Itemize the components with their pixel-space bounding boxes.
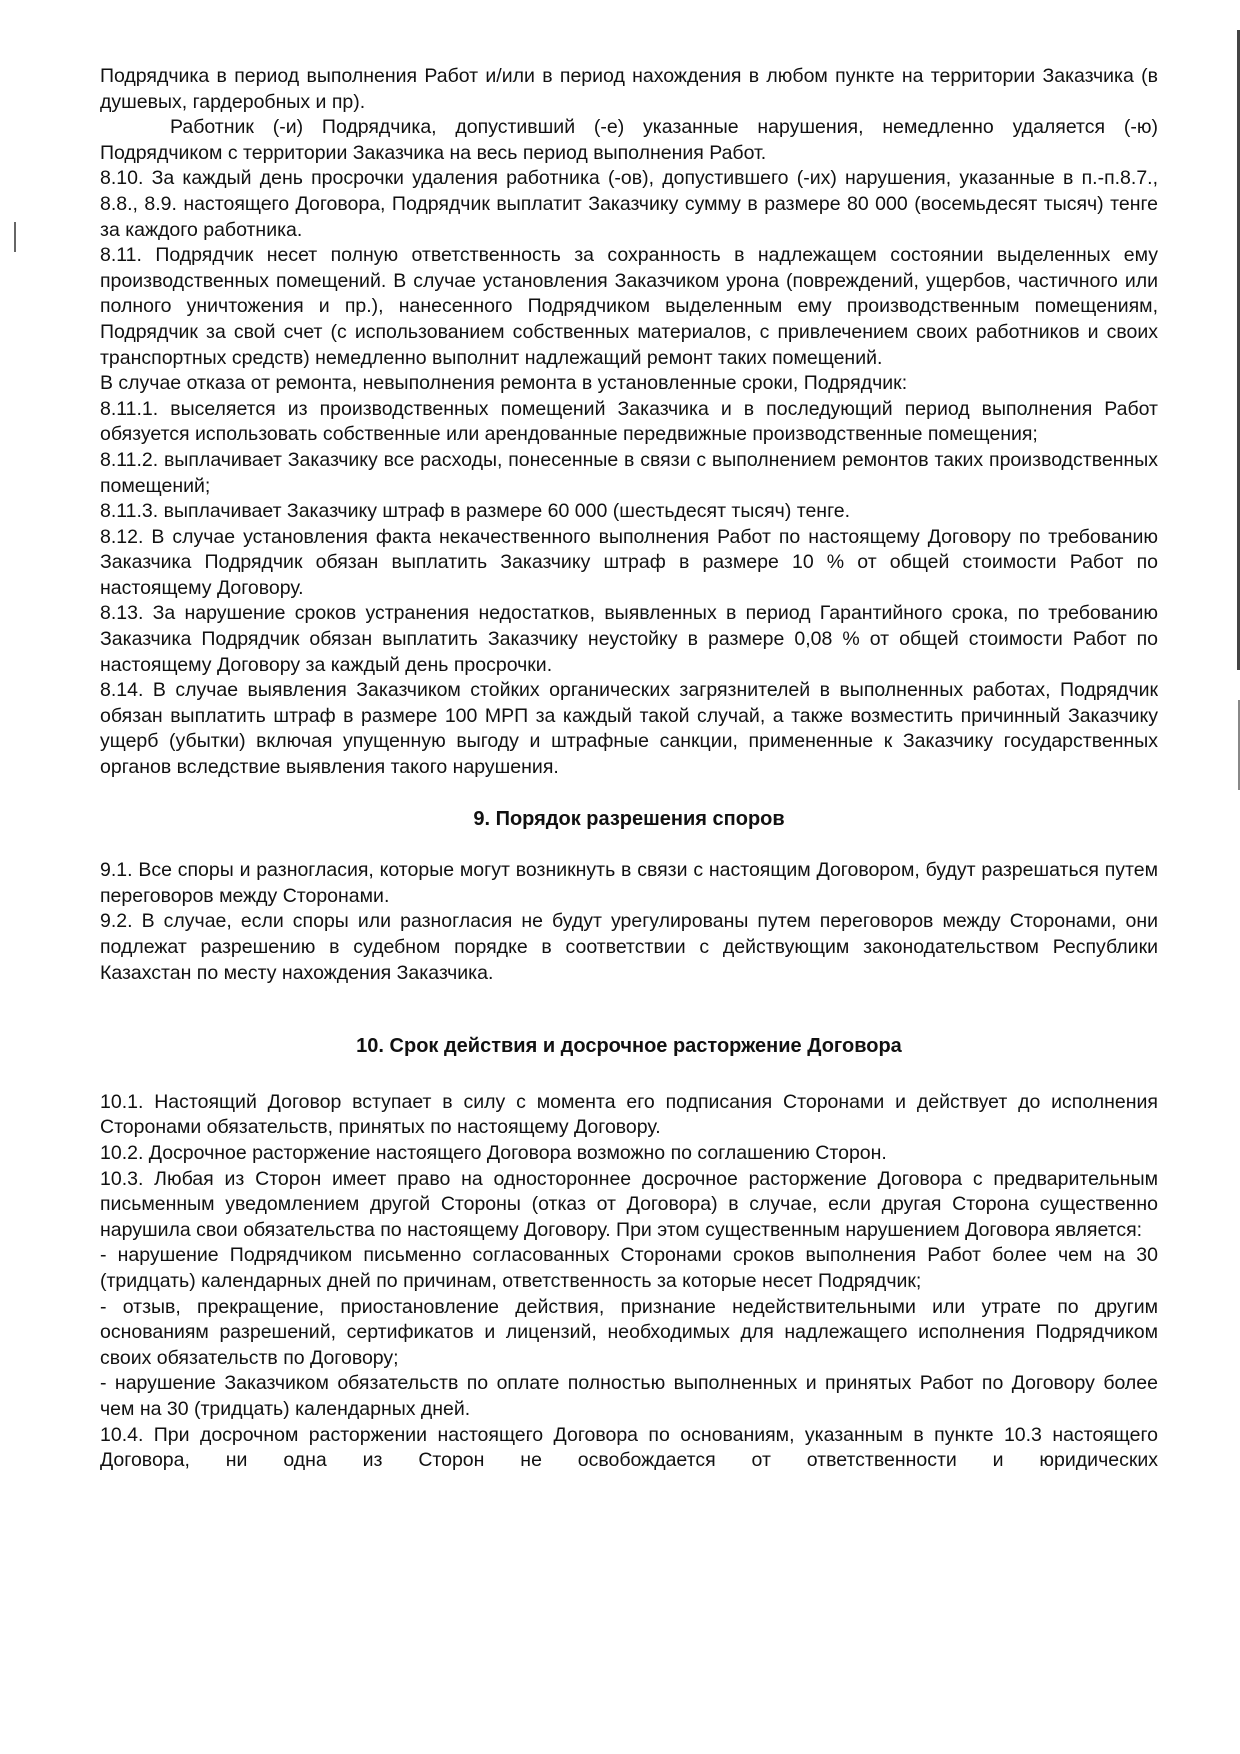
scan-mark [14,222,16,252]
paragraph-10-1: 10.1. Настоящий Договор вступает в силу с момента его подписания Сторонами и действует до исполнения Сторонами обязательств, принятых по настоящему Договору. [100,1090,1158,1139]
list-item-deadline-breach: - нарушение Подрядчиком письменно согласованных Сторонами сроков выполнения Работ более чем на 30 (тридцать) календарных дней по причинам, ответственность за которые несет Подрядчик; [100,1244,1158,1292]
section-10-heading: 10. Срок действия и досрочное расторжение Договора [356,1035,902,1058]
paragraph-9-1: 9.1. Все споры и разногласия, которые могут возникнуть в связи с настоящим Договором, будут разрешаться путем переговоров между Сторонами. [100,859,1158,907]
document-page [100,64,1158,1474]
paragraph-8-10: 8.10. За каждый день просрочки удаления работника (-ов), допустившего (-их) нарушения, указанные в п.-п.8.7., 8.8., 8.9. настоящего Договора, Подрядчик выплатит Заказчику сумму в размере 80 000 (восемьдесят тысяч) тенге за каждого работника. [100,167,1158,241]
paragraph-10-3: 10.3. Любая из Сторон имеет право на одностороннее досрочное расторжение Договора с предварительным письменным уведомлением другой Стороны (отказ от Договора) в случае, если другая Сторона существенно нарушила свои обязательства по настоящему Договору. При этом существенным нарушением Договора является: [100,1167,1158,1241]
paragraph-8-9-tail: Подрядчика в период выполнения Работ и/или в период нахождения в любом пункте на территории Заказчика (в душевых, гардеробных и пр). [100,65,1158,113]
paragraph-8-13: 8.13. За нарушение сроков устранения недостатков, выявленных в период Гарантийного срока, по требованию Заказчика Подрядчик обязан выплатить Заказчику неустойку в размере 0,08 % от общей стоимости Работ по настоящему Договору за каждый день просрочки. [100,602,1158,676]
paragraph-8-11-2: 8.11.2. выплачивает Заказчику все расходы, понесенные в связи с выполнением ремонтов таких производственных помещений; [100,448,1158,497]
list-item-license-revocation: - отзыв, прекращение, приостановление действия, признание недействительными или утрате по другим основаниям разрешений, сертификатов и лицензий, необходимых для надлежащего исполнения Подрядчиком своих обязательств по Договору; [100,1295,1158,1369]
paragraph-8-11-3: 8.11.3. выплачивает Заказчику штраф в размере 60 000 (шестьдесят тысяч) тенге. [100,500,851,523]
paragraph-9-2: 9.2. В случае, если споры или разногласия не будут урегулированы путем переговоров между Сторонами, они подлежат разрешению в судебном порядке в соответствии с действующим законодательством Республики Казахстан по месту нахождения Заказчика. [100,910,1158,984]
paragraph-8-11: 8.11. Подрядчик несет полную ответственность за сохранность в надлежащем состоянии выделенных ему производственных помещений. В случае установления Заказчиком урона (повреждений, ущербов, частичного или полного уничтожения и пр.), нанесенного Подрядчиком выделенным ему производственным помещениям, Подрядчик за свой счет (с использованием собственных материалов, с привлечением своих работников и своих транспортных средств) немедленно выполнит надлежащий ремонт таких помещений. [100,244,1158,369]
paragraph-8-12: 8.12. В случае установления факта некачественного выполнения Работ по настоящему Договору по требованию Заказчика Подрядчик обязан выплатить Заказчику штраф в размере 10 % от общей стоимости Работ по настоящему Договору. [100,525,1158,599]
paragraph-repair-refusal: В случае отказа от ремонта, невыполнения ремонта в установленные сроки, Подрядчик: [100,372,908,395]
list-item-payment-breach: - нарушение Заказчиком обязательств по оплате полностью выполненных и принятых Работ по Договору более чем на 30 (тридцать) календарных дней. [100,1372,1158,1420]
paragraph-10-2: 10.2. Досрочное расторжение настоящего Договора возможно по соглашению Сторон. [100,1141,887,1164]
paragraph-8-14: 8.14. В случае выявления Заказчиком стойких органических загрязнителей в выполненных работах, Подрядчик обязан выплатить штраф в размере 100 МРП за каждый такой случай, а также возместить причинный Заказчику ущерб (убытки) включая упущенную выгоду и штрафные санкции, примененные к Заказчику государственных органов вследствие выявления такого нарушения. [100,679,1158,779]
paragraph-worker-removal: Работник (-и) Подрядчика, допустивший (-е) указанные нарушения, немедленно удаляется (-ю) Подрядчиком с территории Заказчика на весь период выполнения Работ. [100,116,1158,164]
section-9-heading: 9. Порядок разрешения споров [473,807,785,830]
paragraph-10-4: 10.4. При досрочном расторжении настоящего Договора по основаниям, указанным в пункте 10.3 настоящего Договора, ни одна из Сторон не освобождается от ответственности и юридических [100,1423,1158,1472]
paragraph-8-11-1: 8.11.1. выселяется из производственных помещений Заказчика и в последующий период выполнения Работ обязуется использовать собственные или арендованные передвижные производственные помещения; [100,397,1158,446]
